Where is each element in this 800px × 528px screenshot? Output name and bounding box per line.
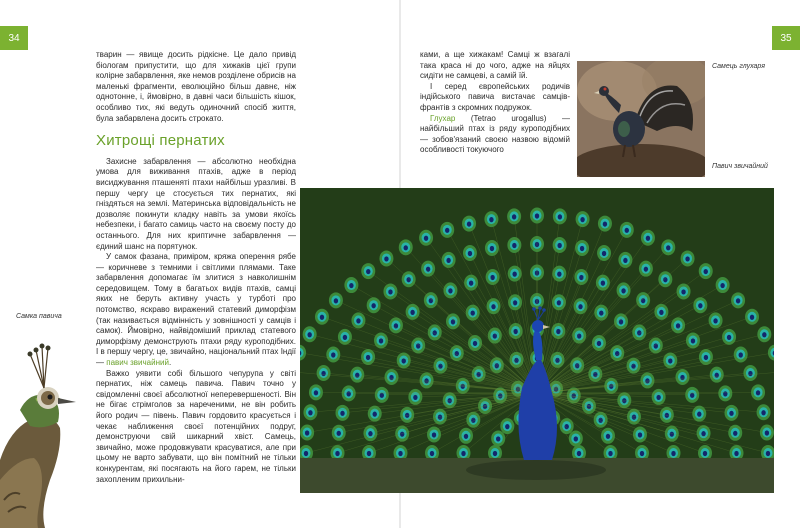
peacock-link[interactable]: павич звичайний — [106, 358, 169, 368]
capercaillie-illustration — [577, 61, 705, 177]
paragraph-capercaillie — [420, 114, 570, 156]
paragraph-protective-coloring: Захисне забарвлення — абсолютно необхідна умова для виживання птахів, адже в період висиджування пташеняті птахи найбільш уразливі. В першу чергу це стосується тих пернатих, які гніздяться на землі. Материнська відповідальність не дозволяє покинути кладку навіть за умови якоїсь небезпеки, і багато самиць часто на своєму посту до останнього. Для них криптичне забарвлення — єдиний шанс на порятунок. — [96, 156, 296, 251]
peacock-photo — [300, 188, 774, 493]
page-number-right: 35 — [772, 26, 800, 50]
right-text-column — [420, 50, 570, 156]
left-text-column — [96, 50, 296, 485]
caption-capercaillie: Самець глухаря — [712, 63, 765, 70]
paragraph-dimorphism-end: . — [168, 358, 172, 368]
peahen-photo — [0, 340, 88, 528]
paragraph-cats: тварин — явище досить рідкісне. Це дало привід біологам припустити, що для хижаків цієї групи колірне забарвлення, яке немов розділене обрисів на маленькі фрагменти, еволюційно більш давнє, ніж однотонне, і, ймовірно, в давні часи більшість кішок, особливо тих, які ведуть одиночний спосіб життя, була забарвлена досить строкато. — [96, 50, 296, 123]
paragraph-continuation: ками, а ще хижакам! Самці ж взагалі така краса ні до чого, адже на яйцях сидіти не самцеві, а самій їй. — [420, 50, 570, 81]
capercaillie-photo — [577, 61, 705, 177]
paragraph-capercaillie-text: (Tetrao urogallus) — найбільший птах із ряду куроподібних — зобов'язаний своєю назвою відомій особливості токуючого — [420, 113, 570, 155]
paragraph-european-relatives: І серед європейських родичів індійського павича вистачає самців-франтів з скромних подружок. — [420, 81, 570, 112]
peacock-illustration — [300, 188, 774, 493]
caption-peahen: Самка павича — [16, 313, 62, 320]
caption-peacock: Павич звичайний — [712, 163, 768, 170]
paragraph-dimorphism-text: У самок фазана, приміром, кряжа оперення рябе — коричневе з темними і світлими плямами. Таке забарвлення допомагає їм злитися з навколишнім середовищем. Тому в багатьох видів птахів, самці яких не беруть активну участь у турботі про потомство, яскраво виражений статевий диморфізм (так називається відмінність у зовнішності у самців і самок). Ймовірно, найвідоміший приклад статевого диморфізму демонструють птахи ряду куроподібних. І в першу чергу, це, звичайно, національний птах Індії — — [96, 252, 296, 368]
section-heading: Хитрощі пернатих — [96, 132, 225, 150]
paragraph-peacock: Важко уявити собі більшого чепурупа у світі пернатих, ніж самець павича. Павич точно у свідомленні своєї абсолютної неперевершеності. Він не бігає стрімголов за нареченими, не він робить його родич — півень. Павич гордовито красується і чекає наближення своєї потенційних подруг, демонструючи свій шикарний хвіст. Самець, звичайно, може продовжувати красуватися, але при цьому не варто забувати, що він помітний не тільки конкурентам, які посягають на його гарем, не тільки захопленим прихильни- — [96, 368, 296, 484]
paragraph-dimorphism — [96, 252, 296, 369]
peahen-illustration — [0, 340, 88, 528]
page-number-left: 34 — [0, 26, 28, 50]
capercaillie-link[interactable]: Глухар — [430, 113, 456, 123]
